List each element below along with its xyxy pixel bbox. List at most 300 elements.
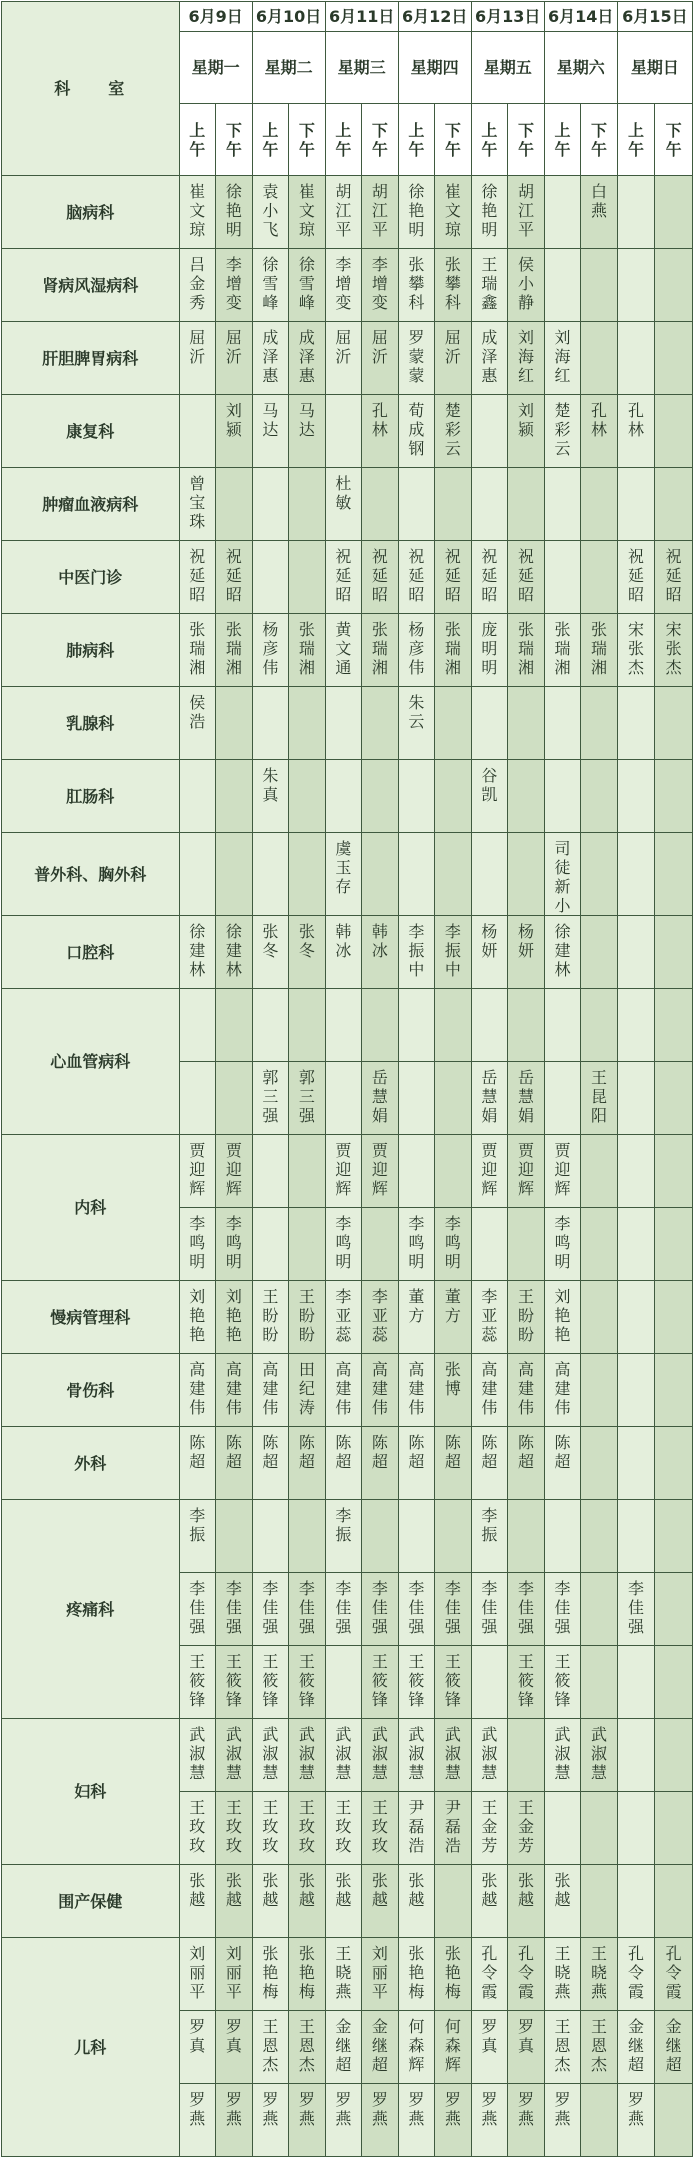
doctor-name: 胡江平	[335, 182, 352, 239]
schedule-cell	[252, 1208, 289, 1281]
schedule-cell	[398, 1062, 435, 1135]
corner-label: 科 室	[2, 2, 180, 176]
pm-header-cell	[435, 104, 472, 176]
schedule-cell	[398, 1354, 435, 1427]
schedule-cell	[508, 1500, 545, 1573]
schedule-cell	[289, 395, 326, 468]
schedule-cell	[398, 1719, 435, 1792]
schedule-cell	[398, 1281, 435, 1354]
doctor-name: 刘艳艳	[225, 1287, 242, 1344]
doctor-name: 刘颍	[517, 401, 534, 439]
doctor-name: 罗燕	[298, 2090, 315, 2128]
department-name: 康复科	[2, 395, 180, 468]
schedule-cell	[216, 760, 253, 833]
schedule-cell	[617, 760, 655, 833]
doctor-name: 王玫玫	[225, 1798, 242, 1855]
schedule-cell	[179, 2084, 216, 2157]
schedule-cell	[252, 687, 289, 760]
schedule-cell	[617, 1208, 655, 1281]
schedule-cell	[325, 468, 362, 541]
schedule-cell	[544, 916, 581, 989]
schedule-cell	[435, 1865, 472, 1938]
schedule-cell	[179, 1792, 216, 1865]
schedule-cell	[508, 541, 545, 614]
schedule-cell	[216, 833, 253, 916]
schedule-cell	[435, 1135, 472, 1208]
schedule-cell	[179, 1427, 216, 1500]
pm-header-cell	[289, 104, 326, 176]
date-header: 6月15日	[617, 2, 692, 32]
pm-header-cell	[581, 104, 618, 176]
doctor-name: 崔文琼	[298, 182, 315, 239]
schedule-cell	[471, 541, 508, 614]
schedule-cell	[471, 833, 508, 916]
doctor-name: 武淑慧	[444, 1725, 461, 1782]
schedule-cell	[544, 2084, 581, 2157]
doctor-name: 张瑞湘	[590, 620, 607, 677]
schedule-cell	[325, 1135, 362, 1208]
schedule-cell	[508, 687, 545, 760]
doctor-name: 崔文琼	[189, 182, 206, 239]
schedule-cell	[325, 1865, 362, 1938]
schedule-cell	[435, 541, 472, 614]
schedule-cell	[398, 249, 435, 322]
doctor-name: 张艳梅	[444, 1944, 461, 2001]
doctor-name: 罗燕	[335, 2090, 352, 2128]
doctor-name: 王筱锋	[225, 1652, 242, 1709]
schedule-cell	[581, 1354, 618, 1427]
schedule-cell	[544, 833, 581, 916]
doctor-name: 李鸣明	[225, 1214, 242, 1271]
doctor-name: 孔令霞	[628, 1944, 645, 2001]
schedule-cell	[581, 614, 618, 687]
doctor-name: 武淑慧	[298, 1725, 315, 1782]
schedule-cell	[216, 2084, 253, 2157]
schedule-cell	[362, 989, 399, 1062]
doctor-name: 罗燕	[444, 2090, 461, 2128]
schedule-cell	[655, 1500, 693, 1573]
schedule-cell	[289, 1938, 326, 2011]
doctor-name: 李增变	[371, 255, 388, 312]
doctor-name: 武淑慧	[225, 1725, 242, 1782]
schedule-cell	[435, 989, 472, 1062]
doctor-name: 李鸣明	[554, 1214, 571, 1271]
doctor-name: 李振	[335, 1506, 352, 1544]
schedule-cell	[325, 833, 362, 916]
doctor-name: 张瑞湘	[298, 620, 315, 677]
table-row	[2, 1865, 693, 1938]
schedule-cell	[252, 989, 289, 1062]
doctor-name: 张瑞湘	[444, 620, 461, 677]
doctor-name: 张瑞湘	[189, 620, 206, 677]
doctor-name: 董方	[444, 1287, 461, 1325]
schedule-cell	[617, 468, 655, 541]
department-name: 肿瘤血液病科	[2, 468, 180, 541]
schedule-cell	[471, 468, 508, 541]
department-name: 内科	[2, 1135, 180, 1281]
department-name: 乳腺科	[2, 687, 180, 760]
doctor-name: 张瑞湘	[371, 620, 388, 677]
doctor-name: 贾迎辉	[517, 1141, 534, 1198]
doctor-name: 屈沂	[371, 328, 388, 366]
schedule-cell	[471, 249, 508, 322]
schedule-cell	[325, 2011, 362, 2084]
doctor-name: 徐艳明	[408, 182, 425, 239]
doctor-name: 罗燕	[408, 2090, 425, 2128]
schedule-cell	[508, 1719, 545, 1792]
schedule-cell	[216, 322, 253, 395]
schedule-cell	[617, 1062, 655, 1135]
doctor-name: 刘丽平	[371, 1944, 388, 2001]
schedule-cell	[252, 760, 289, 833]
schedule-cell	[508, 1281, 545, 1354]
weekday-header: 星期日	[617, 32, 692, 104]
doctor-name: 张攀科	[408, 255, 425, 312]
pm-header-cell	[362, 104, 399, 176]
doctor-name: 朱云	[408, 693, 425, 731]
schedule-cell	[581, 1646, 618, 1719]
doctor-name: 朱真	[262, 766, 279, 804]
schedule-cell	[435, 395, 472, 468]
table-row	[2, 614, 693, 687]
doctor-name: 李鸣明	[408, 1214, 425, 1271]
schedule-cell	[471, 395, 508, 468]
schedule-cell	[216, 1062, 253, 1135]
doctor-name: 高建伟	[335, 1360, 352, 1417]
schedule-cell	[289, 833, 326, 916]
schedule-cell	[544, 1208, 581, 1281]
schedule-cell	[544, 322, 581, 395]
schedule-cell	[179, 989, 216, 1062]
schedule-cell	[544, 1865, 581, 1938]
schedule-cell	[508, 322, 545, 395]
department-name: 疼痛科	[2, 1500, 180, 1719]
schedule-cell	[216, 1427, 253, 1500]
schedule-cell	[216, 614, 253, 687]
schedule-cell	[362, 760, 399, 833]
weekday-header: 星期六	[544, 32, 617, 104]
doctor-name: 罗燕	[554, 2090, 571, 2128]
doctor-name: 罗蒙蒙	[408, 328, 425, 385]
doctor-name: 刘艳艳	[189, 1287, 206, 1344]
schedule-cell	[289, 1135, 326, 1208]
schedule-cell	[435, 468, 472, 541]
department-name: 妇科	[2, 1719, 180, 1865]
doctor-name: 张越	[189, 1871, 206, 1909]
doctor-name: 王玫玫	[262, 1798, 279, 1855]
doctor-name: 祝延昭	[444, 547, 461, 604]
schedule-cell	[179, 2011, 216, 2084]
schedule-cell	[216, 1792, 253, 1865]
doctor-name: 刘海红	[517, 328, 534, 385]
schedule-cell	[471, 1500, 508, 1573]
schedule-cell	[581, 2084, 618, 2157]
doctor-name: 王玫玫	[298, 1798, 315, 1855]
schedule-cell	[508, 1135, 545, 1208]
doctor-name: 罗燕	[189, 2090, 206, 2128]
schedule-cell	[655, 468, 693, 541]
schedule-cell	[325, 1281, 362, 1354]
doctor-name: 楚彩云	[444, 401, 461, 458]
schedule-cell	[362, 322, 399, 395]
afternoon-label: 下午	[371, 120, 388, 159]
schedule-cell	[325, 1208, 362, 1281]
doctor-name: 马达	[262, 401, 279, 439]
table-row	[2, 833, 693, 916]
schedule-cell	[655, 1062, 693, 1135]
doctor-name: 罗燕	[628, 2090, 645, 2128]
schedule-cell	[435, 176, 472, 249]
schedule-cell	[252, 1135, 289, 1208]
schedule-cell	[508, 916, 545, 989]
doctor-name: 李振	[189, 1506, 206, 1544]
schedule-cell	[508, 2011, 545, 2084]
doctor-name: 张艳梅	[408, 1944, 425, 2001]
schedule-cell	[581, 989, 618, 1062]
doctor-name: 祝延昭	[628, 547, 645, 604]
schedule-cell	[289, 2084, 326, 2157]
doctor-name: 李亚蕊	[371, 1287, 388, 1344]
schedule-cell	[398, 687, 435, 760]
schedule-cell	[435, 1427, 472, 1500]
department-name: 外科	[2, 1427, 180, 1500]
doctor-name: 高建伟	[408, 1360, 425, 1417]
doctor-name: 陈超	[554, 1433, 571, 1471]
schedule-cell	[216, 176, 253, 249]
doctor-name: 侯小静	[517, 255, 534, 312]
schedule-cell	[544, 760, 581, 833]
doctor-name: 王玫玫	[189, 1798, 206, 1855]
schedule-cell	[362, 541, 399, 614]
doctor-name: 张博	[444, 1360, 461, 1398]
am-header-cell	[471, 104, 508, 176]
schedule-cell	[508, 468, 545, 541]
doctor-name: 金继超	[628, 2017, 645, 2074]
schedule-cell	[508, 1354, 545, 1427]
schedule-cell	[435, 1792, 472, 1865]
schedule-cell	[289, 1500, 326, 1573]
schedule-cell	[325, 249, 362, 322]
doctor-name: 贾迎辉	[371, 1141, 388, 1198]
doctor-name: 李佳强	[408, 1579, 425, 1636]
schedule-cell	[398, 614, 435, 687]
doctor-name: 李振中	[408, 922, 425, 979]
morning-label: 上午	[481, 120, 498, 159]
schedule-cell	[179, 249, 216, 322]
date-header: 6月14日	[544, 2, 617, 32]
doctor-name: 张艳梅	[262, 1944, 279, 2001]
schedule-cell	[655, 1427, 693, 1500]
doctor-name: 李佳强	[189, 1579, 206, 1636]
afternoon-label: 下午	[444, 120, 461, 159]
doctor-name: 岳慧娟	[517, 1068, 534, 1125]
schedule-cell	[325, 1646, 362, 1719]
schedule-cell	[655, 1938, 693, 2011]
schedule-cell	[216, 1719, 253, 1792]
doctor-name: 宋张杰	[665, 620, 682, 677]
doctor-name: 李鸣明	[335, 1214, 352, 1271]
schedule-cell	[544, 176, 581, 249]
doctor-name: 董方	[408, 1287, 425, 1325]
schedule-cell	[362, 1062, 399, 1135]
doctor-name: 王盼盼	[262, 1287, 279, 1344]
table-row	[2, 249, 693, 322]
schedule-cell	[325, 1719, 362, 1792]
schedule-cell	[581, 1500, 618, 1573]
doctor-name: 王盼盼	[517, 1287, 534, 1344]
doctor-name: 岳慧娟	[371, 1068, 388, 1125]
doctor-name: 尹磊浩	[444, 1798, 461, 1855]
schedule-cell	[362, 833, 399, 916]
schedule-cell	[398, 760, 435, 833]
doctor-name: 袁小飞	[262, 182, 279, 239]
doctor-name: 罗真	[189, 2017, 206, 2055]
pm-header-cell	[216, 104, 253, 176]
department-name: 中医门诊	[2, 541, 180, 614]
schedule-cell	[362, 1865, 399, 1938]
schedule-cell	[655, 1573, 693, 1646]
doctor-name: 武淑慧	[554, 1725, 571, 1782]
doctor-name: 李佳强	[481, 1579, 498, 1636]
schedule-cell	[508, 760, 545, 833]
schedule-cell	[252, 1865, 289, 1938]
doctor-name: 王筱锋	[408, 1652, 425, 1709]
schedule-cell	[581, 176, 618, 249]
doctor-name: 武淑慧	[262, 1725, 279, 1782]
doctor-name: 孔令霞	[665, 1944, 682, 2001]
schedule-cell	[179, 395, 216, 468]
doctor-name: 徐雪峰	[298, 255, 315, 312]
department-name: 慢病管理科	[2, 1281, 180, 1354]
schedule-cell	[252, 395, 289, 468]
schedule-cell	[362, 1573, 399, 1646]
schedule-cell	[398, 1792, 435, 1865]
weekday-header: 星期三	[325, 32, 398, 104]
schedule-cell	[362, 2011, 399, 2084]
schedule-cell	[179, 687, 216, 760]
date-header: 6月13日	[471, 2, 544, 32]
doctor-name: 徐建林	[225, 922, 242, 979]
doctor-name: 王昆阳	[590, 1068, 607, 1125]
schedule-cell	[362, 1135, 399, 1208]
doctor-name: 杨妍	[481, 922, 498, 960]
doctor-name: 李振	[481, 1506, 498, 1544]
schedule-cell	[617, 614, 655, 687]
schedule-cell	[398, 1865, 435, 1938]
schedule-cell	[617, 176, 655, 249]
schedule-cell	[544, 1135, 581, 1208]
doctor-name: 陈超	[298, 1433, 315, 1471]
doctor-name: 李鸣明	[444, 1214, 461, 1271]
schedule-cell	[252, 2084, 289, 2157]
doctor-name: 高建伟	[262, 1360, 279, 1417]
schedule-cell	[617, 1135, 655, 1208]
table-row	[2, 1281, 693, 1354]
schedule-cell	[398, 1938, 435, 2011]
schedule-cell	[179, 1573, 216, 1646]
doctor-name: 杨彦伟	[408, 620, 425, 677]
schedule-cell	[655, 1208, 693, 1281]
schedule-cell	[617, 1865, 655, 1938]
schedule-cell	[252, 1792, 289, 1865]
schedule-cell	[544, 395, 581, 468]
schedule-cell	[325, 1354, 362, 1427]
table-row	[2, 1427, 693, 1500]
schedule-cell	[617, 2084, 655, 2157]
schedule-cell	[289, 760, 326, 833]
pm-header-cell	[508, 104, 545, 176]
doctor-name: 王恩杰	[554, 2017, 571, 2074]
schedule-cell	[325, 2084, 362, 2157]
am-header-cell	[252, 104, 289, 176]
schedule-cell	[179, 833, 216, 916]
table-row	[2, 1135, 693, 1208]
am-header-cell	[325, 104, 362, 176]
schedule-cell	[617, 249, 655, 322]
schedule-cell	[289, 1792, 326, 1865]
doctor-name: 屈沂	[189, 328, 206, 366]
afternoon-label: 下午	[665, 120, 682, 159]
department-name: 口腔科	[2, 916, 180, 989]
doctor-name: 孔林	[590, 401, 607, 439]
schedule-cell	[398, 2011, 435, 2084]
schedule-cell	[289, 1865, 326, 1938]
schedule-cell	[544, 249, 581, 322]
schedule-cell	[216, 916, 253, 989]
schedule-cell	[508, 1646, 545, 1719]
date-header: 6月10日	[252, 2, 325, 32]
schedule-cell	[216, 687, 253, 760]
doctor-name: 李振中	[444, 922, 461, 979]
schedule-cell	[655, 1719, 693, 1792]
schedule-cell	[435, 1062, 472, 1135]
doctor-name: 侯浩	[189, 693, 206, 731]
doctor-name: 陈超	[481, 1433, 498, 1471]
doctor-name: 李佳强	[444, 1579, 461, 1636]
schedule-cell	[179, 1938, 216, 2011]
schedule-cell	[471, 322, 508, 395]
schedule-cell	[325, 1573, 362, 1646]
doctor-name: 成泽惠	[481, 328, 498, 385]
doctor-name: 王恩杰	[298, 2017, 315, 2074]
doctor-name: 金继超	[371, 2017, 388, 2074]
schedule-cell	[471, 687, 508, 760]
doctor-name: 罗燕	[481, 2090, 498, 2128]
schedule-cell	[325, 989, 362, 1062]
doctor-name: 曾宝珠	[189, 474, 206, 531]
department-name: 普外科、胸外科	[2, 833, 180, 916]
schedule-cell	[325, 1062, 362, 1135]
schedule-cell	[289, 1573, 326, 1646]
schedule-cell	[471, 614, 508, 687]
doctor-name: 李佳强	[517, 1579, 534, 1636]
doctor-name: 李佳强	[298, 1579, 315, 1636]
schedule-cell	[325, 1500, 362, 1573]
doctor-name: 刘海红	[554, 328, 571, 385]
schedule-cell	[216, 1135, 253, 1208]
table-row	[2, 1500, 693, 1573]
doctor-name: 陈超	[371, 1433, 388, 1471]
doctor-name: 祝延昭	[189, 547, 206, 604]
schedule-table	[1, 1, 693, 2157]
doctor-name: 屈沂	[444, 328, 461, 366]
schedule-cell	[252, 1062, 289, 1135]
schedule-cell	[216, 541, 253, 614]
doctor-name: 刘丽平	[189, 1944, 206, 2001]
doctor-name: 王金芳	[481, 1798, 498, 1855]
doctor-name: 虞玉存	[335, 839, 352, 896]
schedule-cell	[289, 1646, 326, 1719]
